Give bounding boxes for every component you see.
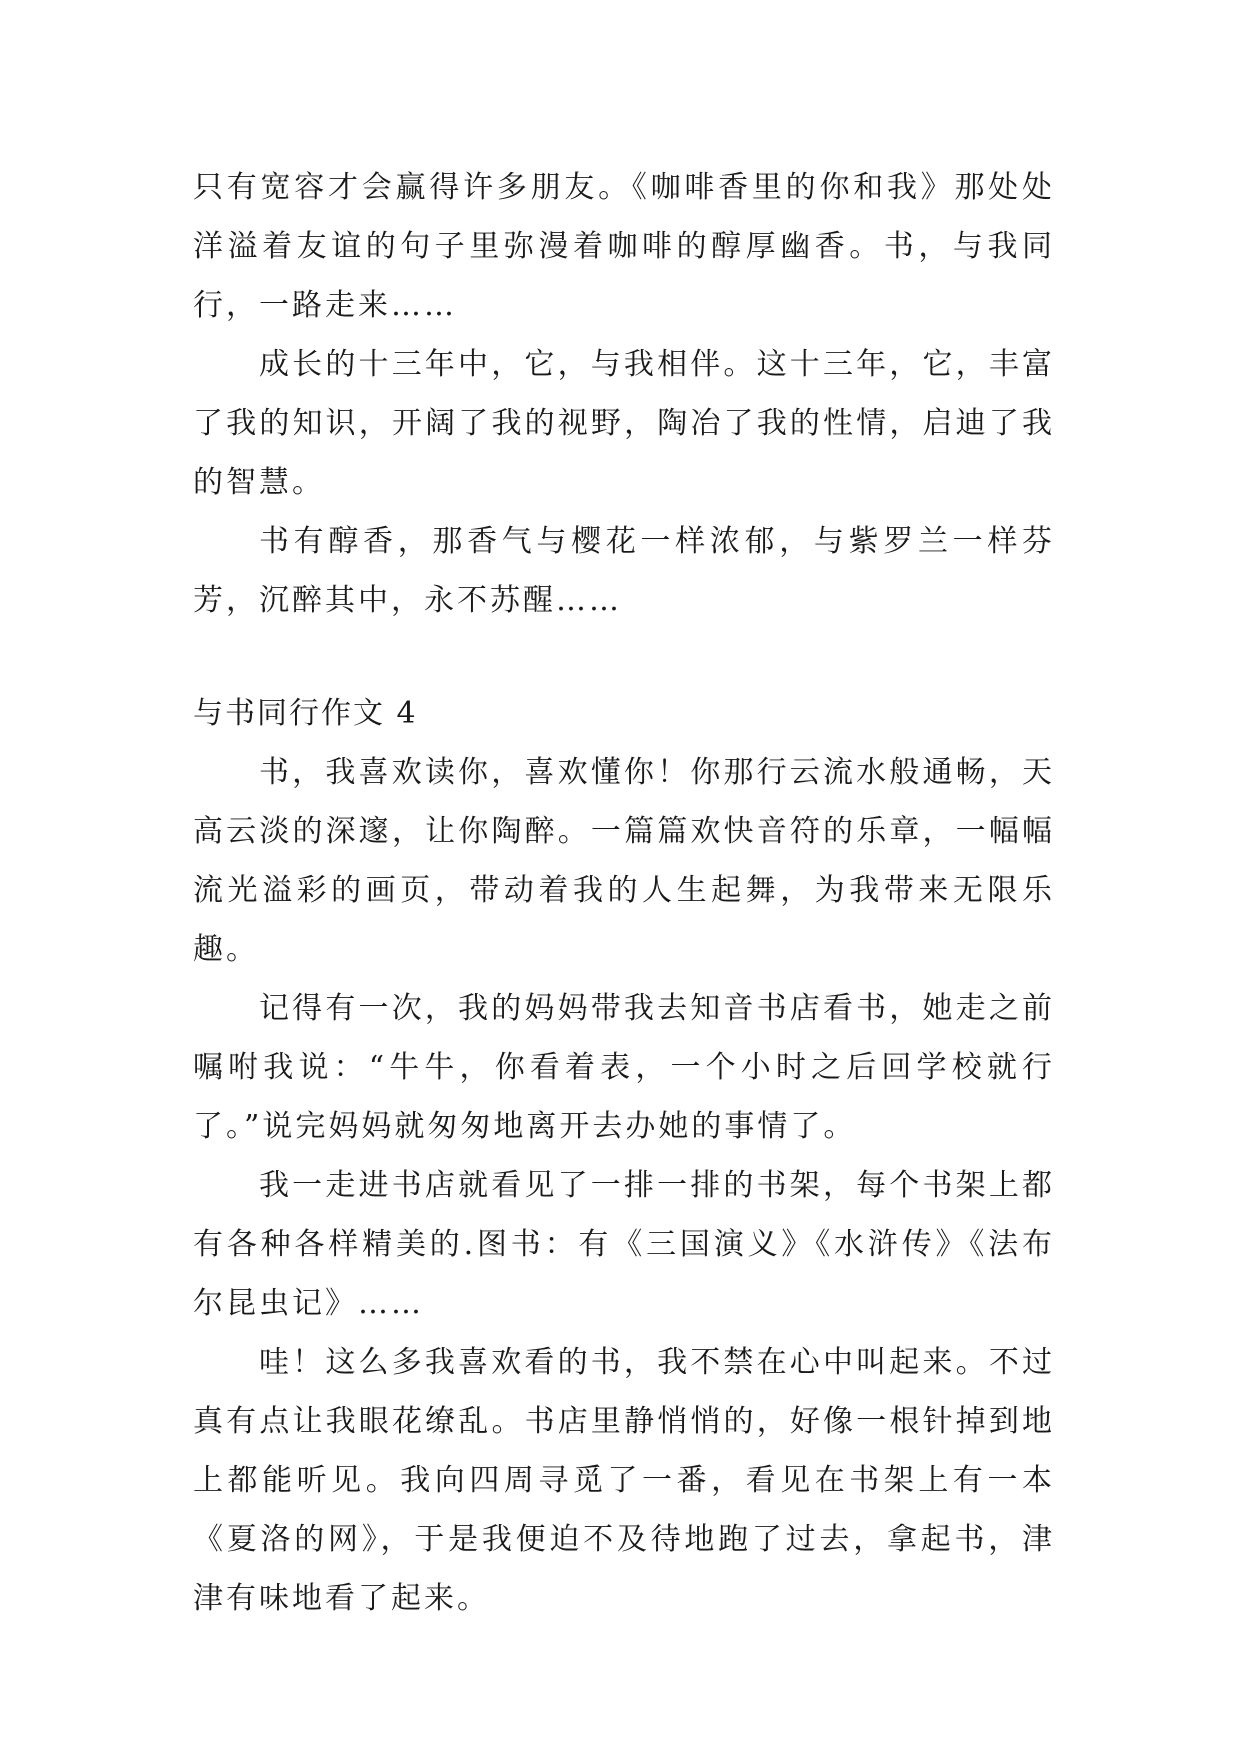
paragraph: 我一走进书店就看见了一排一排的书架，每个书架上都有各种各样精美的.图书：有《三国演义》《水浒传》《法布尔昆虫记》…… [193,1168,1055,1321]
paragraph: 书有醇香，那香气与樱花一样浓郁，与紫罗兰一样芬芳，沉醉其中，永不苏醒…… [193,524,1055,618]
paragraph: 成长的十三年中，它，与我相伴。这十三年，它，丰富了我的知识，开阔了我的视野，陶冶了我的性情，启迪了我的智慧。 [193,347,1055,500]
paragraph: 哇！这么多我喜欢看的书，我不禁在心中叫起来。不过真有点让我眼花缭乱。书店里静悄悄的，好像一根针掉到地上都能听见。我向四周寻觅了一番，看见在书架上有一本《夏洛的网》，于是我便迫不及待地跑了过去，拿起书，津津有味地看了起来。 [193,1345,1055,1616]
section-spacer [193,630,1055,684]
document-body [193,158,1055,1628]
paragraph: 记得有一次，我的妈妈带我去知音书店看书，她走之前嘱咐我说：“牛牛，你看着表，一个小时之后回学校就行了。”说完妈妈就匆匆地离开去办她的事情了。 [193,991,1055,1144]
section-heading: 与书同行作文 4 [193,696,418,731]
paragraph: 只有宽容才会赢得许多朋友。《咖啡香里的你和我》那处处洋溢着友谊的句子里弥漫着咖啡的醇厚幽香。书，与我同行，一路走来…… [193,170,1055,323]
paragraph: 书，我喜欢读你，喜欢懂你！你那行云流水般通畅，天高云淡的深邃，让你陶醉。一篇篇欢快音符的乐章，一幅幅流光溢彩的画页，带动着我的人生起舞，为我带来无限乐趣。 [193,755,1055,967]
